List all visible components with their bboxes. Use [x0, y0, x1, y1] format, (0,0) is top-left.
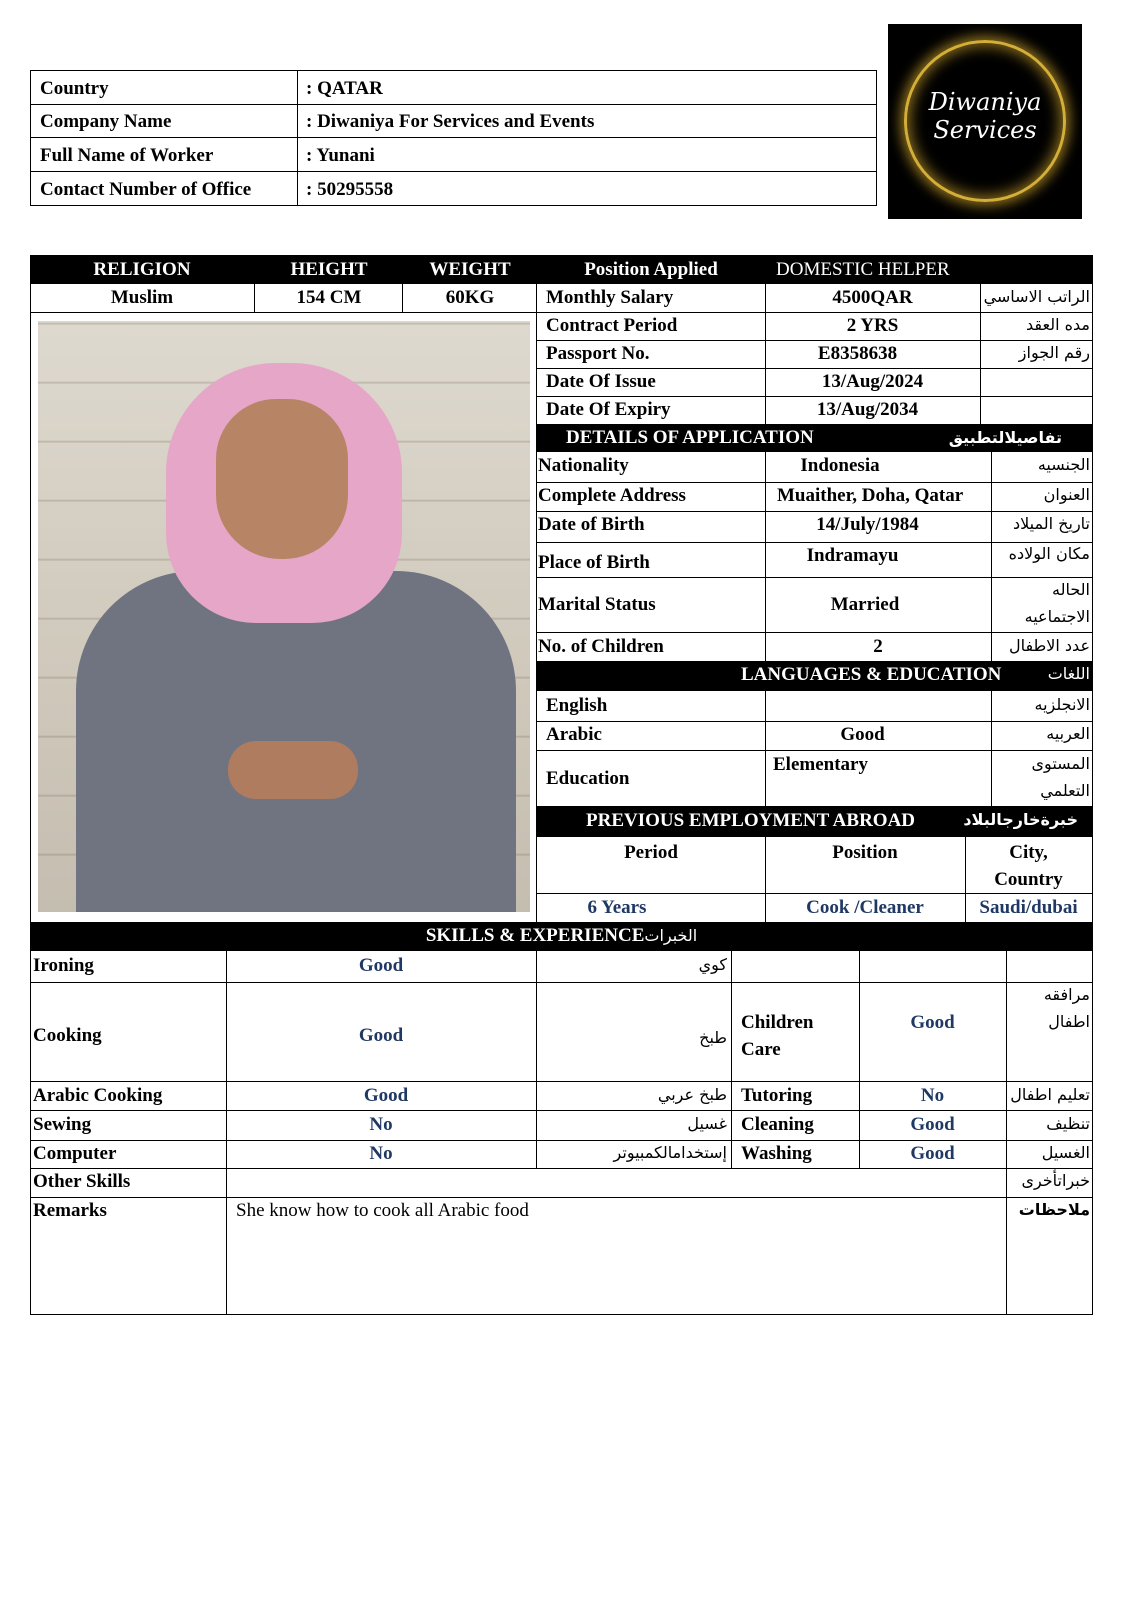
other-skills-ar: خبراتأخرى: [1021, 1171, 1090, 1190]
contract-period-value: 2 YRS: [846, 315, 899, 336]
city-header: City,: [1009, 842, 1048, 863]
skill-sewing-ar: غسيل: [687, 1114, 727, 1133]
marital-label: Marital Status: [538, 594, 656, 615]
weight-header: WEIGHT: [429, 259, 511, 280]
children-ar: عدد الاطفال: [1008, 636, 1090, 655]
education-label: Education: [546, 768, 630, 789]
nationality-ar: الجنسيه: [1037, 455, 1090, 474]
arabic-value: Good: [840, 724, 885, 745]
period-header: Period: [624, 842, 678, 863]
salary-label: Monthly Salary: [546, 287, 674, 308]
skill-washing-label: Washing: [741, 1143, 812, 1164]
employment-title: PREVIOUS EMPLOYMENT ABROAD: [586, 810, 916, 831]
skills-title-ar: الخبرات: [644, 926, 698, 945]
expiry-date-value: 13/Aug/2034: [816, 399, 919, 420]
skill-tutoring-ar: تعليم اطفال: [1010, 1085, 1090, 1104]
worker-name-value: : Yunani: [306, 145, 375, 166]
nationality-label: Nationality: [538, 455, 629, 476]
religion-header: RELIGION: [93, 259, 191, 280]
salary-value: 4500QAR: [832, 287, 913, 308]
worker-hands: [228, 741, 358, 799]
english-label: English: [546, 695, 608, 716]
address-ar: العنوان: [1043, 485, 1090, 504]
contact-label: Contact Number of Office: [40, 179, 252, 200]
skill-arabic-cooking-label: Arabic Cooking: [33, 1085, 163, 1106]
country-label: Country: [40, 78, 109, 99]
skill-tutoring-value: No: [920, 1085, 945, 1106]
skill-sewing-label: Sewing: [33, 1114, 92, 1135]
skill-children-care-ar-2: اطفال: [1048, 1012, 1090, 1031]
position-value: DOMESTIC HELPER: [776, 259, 950, 280]
country-header: Country: [994, 869, 1063, 890]
salary-ar: الراتب الاساسي: [983, 287, 1090, 306]
arabic-label: Arabic: [546, 724, 602, 745]
dob-ar: تاريخ الميلاد: [1013, 514, 1090, 533]
employment-position: Cook /Cleaner: [806, 897, 924, 918]
education-ar: المستوى: [1031, 754, 1090, 773]
employment-period: 6 Years: [587, 897, 647, 918]
address-value: Muaither, Doha, Qatar: [777, 485, 964, 506]
skill-children-care-label: Children: [741, 1012, 814, 1033]
height-header: HEIGHT: [290, 259, 368, 280]
details-title: DETAILS OF APPLICATION: [566, 427, 814, 448]
passport-label: Passport No.: [546, 343, 650, 364]
skills-title: SKILLS & EXPERIENCE: [425, 925, 645, 946]
height-value: 154 CM: [296, 287, 362, 308]
worker-name-label: Full Name of Worker: [40, 145, 214, 166]
company-value: : Diwaniya For Services and Events: [306, 111, 595, 132]
expiry-date-label: Date Of Expiry: [546, 399, 671, 420]
details-title-ar: تفاصيلالتطبيق: [948, 428, 1062, 447]
contract-period-label: Contract Period: [546, 315, 678, 336]
pob-ar: مكان الولاده: [1008, 544, 1090, 563]
issue-date-label: Date Of Issue: [546, 371, 656, 392]
skill-cleaning-ar: تنظيف: [1046, 1114, 1090, 1133]
worker-face: [216, 399, 348, 559]
skill-arabic-cooking-value: Good: [363, 1085, 409, 1106]
languages-title-ar: اللغات: [1047, 664, 1090, 683]
nationality-value: Indonesia: [800, 455, 880, 476]
skill-sewing-value: No: [369, 1114, 393, 1135]
english-ar: الانجلزيه: [1034, 695, 1090, 714]
company-logo: [888, 24, 1082, 219]
religion-value: Muslim: [110, 287, 174, 308]
company-label: Company Name: [40, 111, 172, 132]
arabic-ar: العربيه: [1046, 724, 1090, 743]
skill-cooking-value: Good: [358, 1025, 404, 1046]
passport-value: E8358638: [817, 343, 898, 364]
employment-country: Saudi/dubai: [979, 897, 1078, 918]
skills-title-wrap: [30, 925, 1093, 947]
pob-label: Place of Birth: [538, 552, 650, 573]
marital-ar: الحاله: [1052, 580, 1090, 599]
remarks-value: She know how to cook all Arabic food: [236, 1200, 529, 1221]
weight-value: 60KG: [445, 287, 495, 308]
position-header: Position: [832, 842, 898, 863]
remarks-label: Remarks: [33, 1200, 107, 1221]
children-label: No. of Children: [538, 636, 664, 657]
skill-arabic-cooking-ar: طبخ عربي: [657, 1085, 727, 1104]
remarks-ar: ملاحظات: [1018, 1200, 1090, 1219]
skill-cleaning-label: Cleaning: [741, 1114, 814, 1135]
skill-washing-value: Good: [910, 1143, 955, 1164]
employment-title-ar: خبرةخارجالبلاد: [963, 810, 1078, 829]
skill-tutoring-label: Tutoring: [741, 1085, 813, 1106]
skill-computer-label: Computer: [33, 1143, 117, 1164]
contact-value: : 50295558: [306, 179, 394, 200]
languages-title: LANGUAGES & EDUCATION: [741, 664, 1002, 685]
skill-cooking-ar: طبخ: [699, 1028, 727, 1047]
skill-computer-value: No: [369, 1143, 393, 1164]
skill-children-care-ar: مرافقه: [1043, 985, 1090, 1004]
contract-period-ar: مده العقد: [1026, 315, 1090, 334]
issue-date-value: 13/Aug/2024: [821, 371, 924, 392]
pob-value: Indramayu: [806, 545, 899, 566]
education-ar-2: التعلمي: [1040, 781, 1090, 800]
skill-ironing-value: Good: [358, 955, 404, 976]
position-label: Position Applied: [584, 259, 718, 280]
skill-children-care-label-2: Care: [741, 1039, 781, 1060]
logo-line2: Services: [933, 116, 1037, 144]
skill-cooking-label: Cooking: [33, 1025, 102, 1046]
skill-cleaning-value: Good: [910, 1114, 955, 1135]
country-value: : QATAR: [306, 78, 383, 99]
logo-line1: Diwaniya: [928, 88, 1042, 116]
children-value: 2: [873, 636, 883, 657]
marital-ar-2: الاجتماعيه: [1024, 607, 1090, 626]
address-label: Complete Address: [538, 485, 686, 506]
skill-children-care-value: Good: [910, 1012, 955, 1033]
dob-label: Date of Birth: [538, 514, 645, 535]
skill-ironing-ar: كوي: [698, 955, 727, 974]
education-value: Elementary: [773, 754, 868, 775]
worker-photo: [38, 321, 530, 912]
skill-ironing-label: Ironing: [33, 955, 94, 976]
skill-computer-ar: إستخدامالكمبيوتر: [613, 1143, 727, 1162]
marital-value: Married: [830, 594, 900, 615]
passport-ar: رقم الجواز: [1018, 343, 1090, 362]
skill-washing-ar: الغسيل: [1041, 1143, 1090, 1162]
other-skills-label: Other Skills: [33, 1171, 131, 1192]
dob-value: 14/July/1984: [816, 514, 919, 535]
